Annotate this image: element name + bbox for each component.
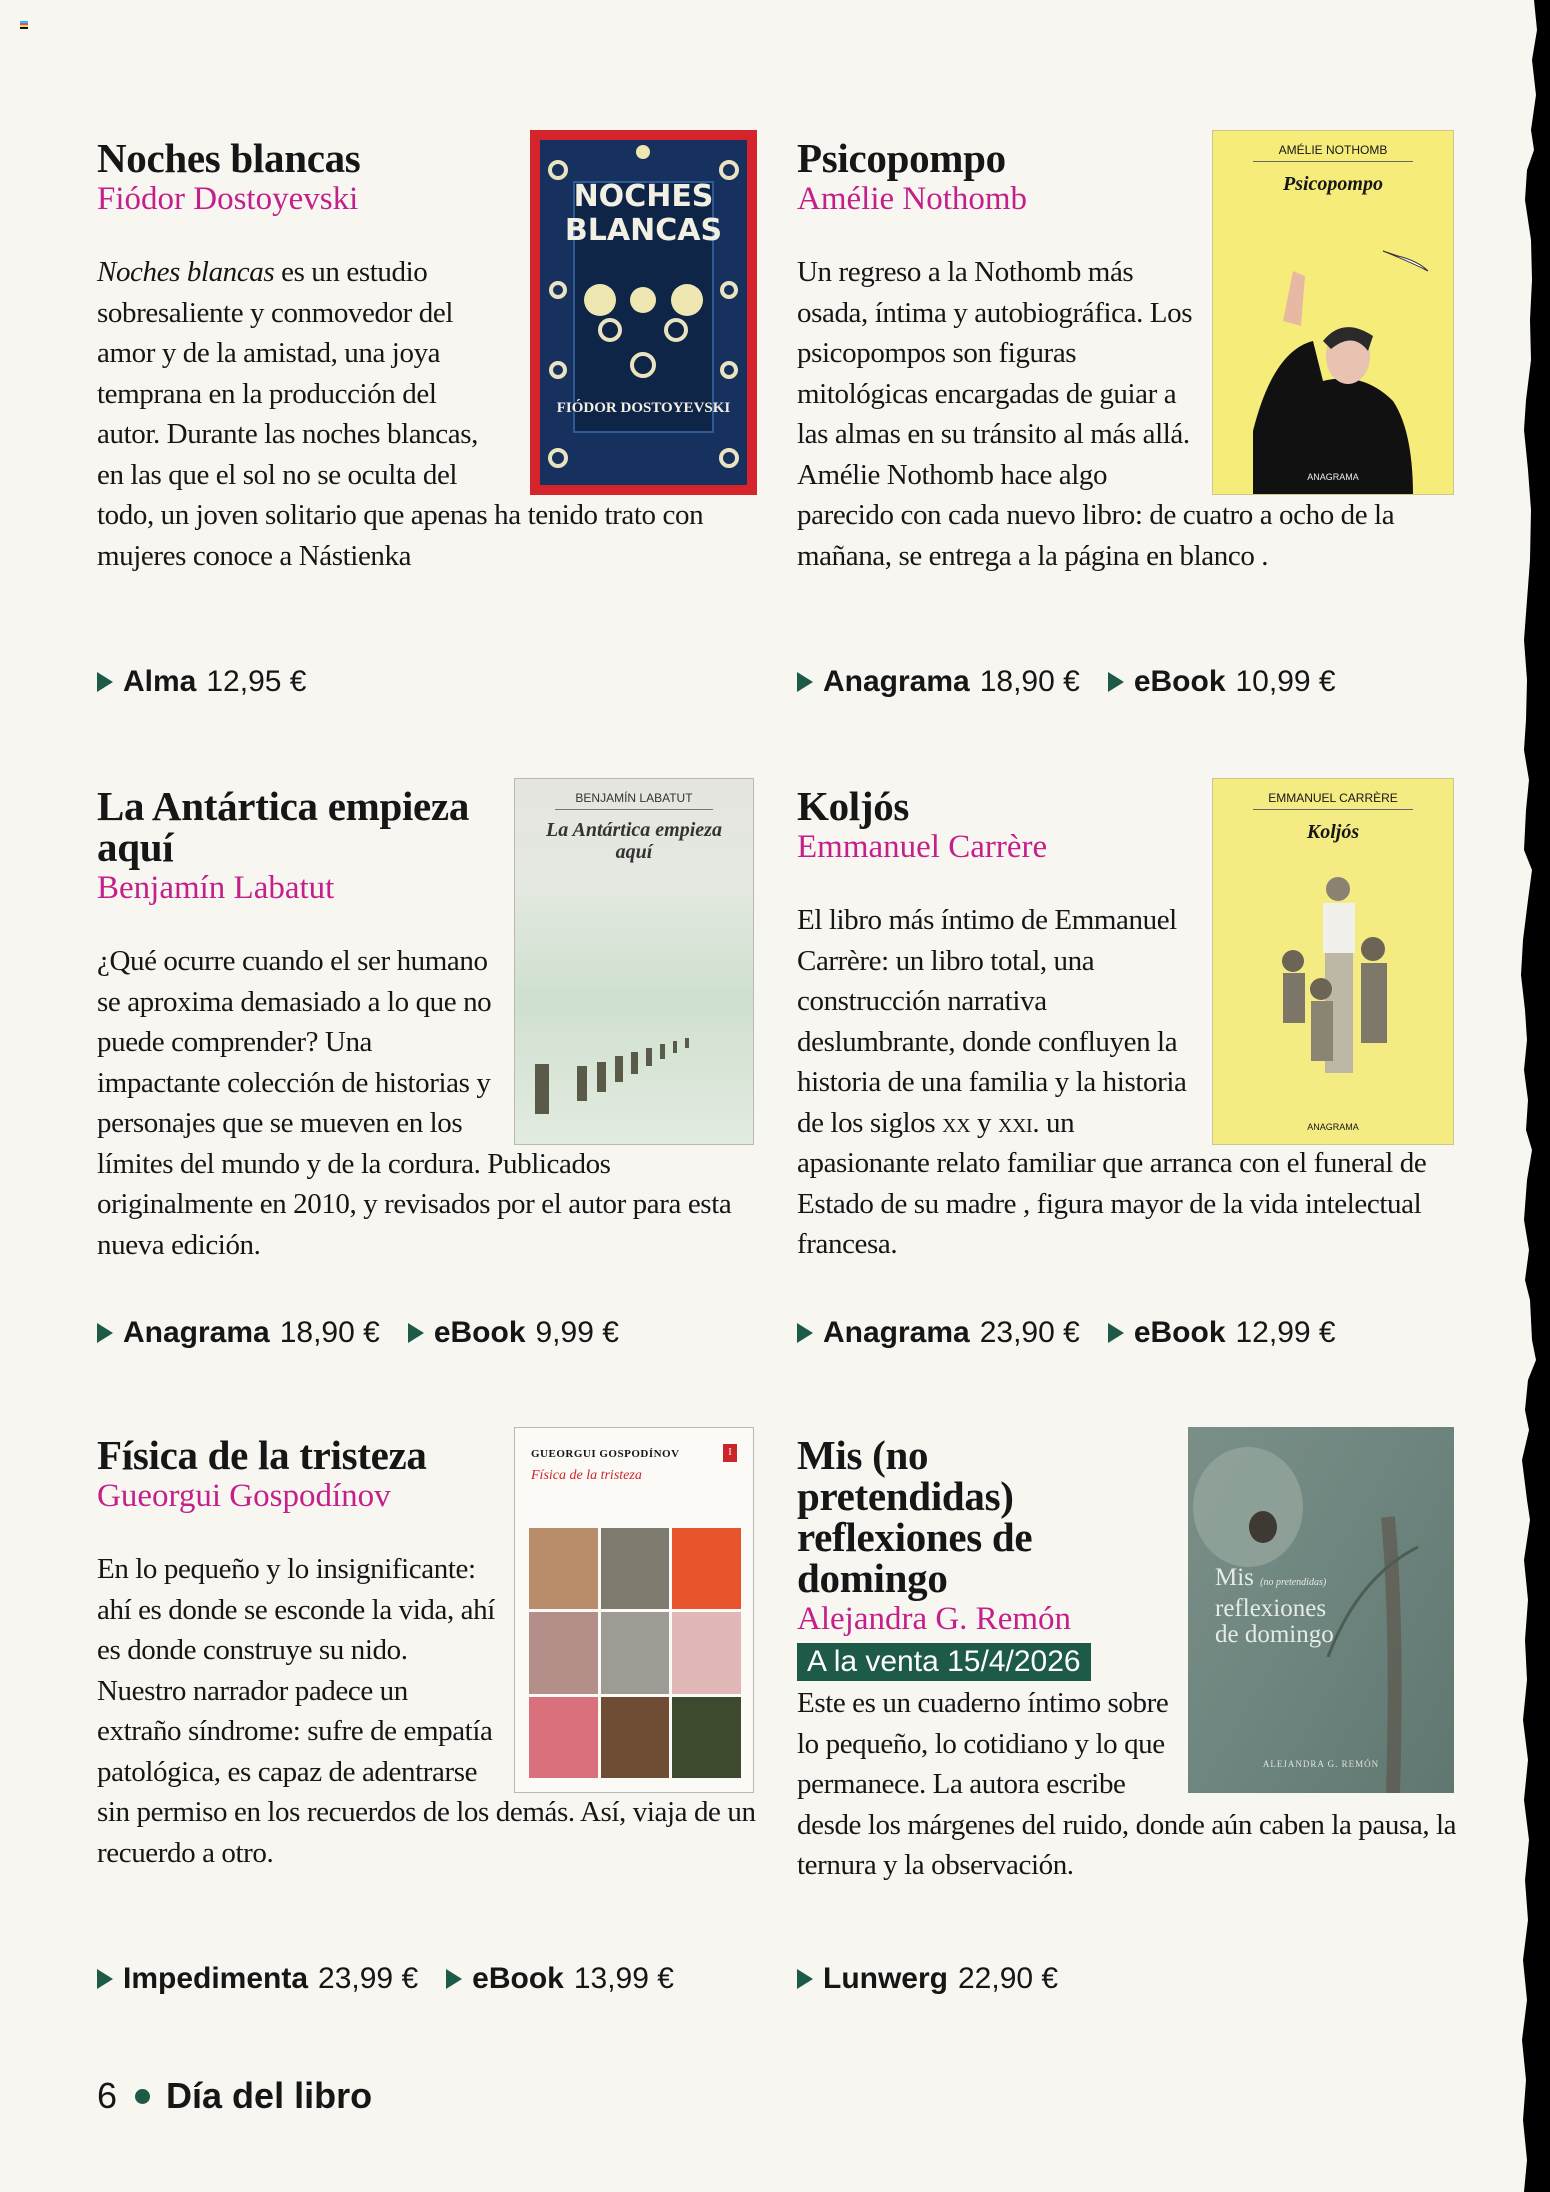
cover-title: Koljós <box>1306 821 1360 843</box>
price-anagrama[interactable]: Anagrama 23,90 € <box>797 1316 1080 1350</box>
price-ebook[interactable]: eBook 13,99 € <box>446 1962 674 1996</box>
book-cover-noches-blancas[interactable] <box>530 130 757 495</box>
triangle-bullet-icon <box>1108 672 1124 692</box>
cover-collage <box>529 1528 741 1778</box>
cover-photo-family <box>1213 869 1454 1109</box>
cover-author: FIÓDOR DOSTOYEVSKI <box>556 400 731 416</box>
book-description: Noches blancas es un estudio sobresaliente y conmovedor del amor y de la amistad, una joya temprana en la producción del autor. Durante las noches blancas, en las que el sol no se oculta del todo, un joven solitario que apenas ha tenido trato con mujeres conoce a Nástienka <box>97 256 704 572</box>
book-card-mis-no-pretendidas <box>797 1427 1457 1995</box>
book-description: Este es un cuaderno íntimo sobre lo pequeño, lo cotidiano y lo que permanece. La autora escribe desde los márgenes del ruido, donde aún caben la pausa, la ternura y la observación. <box>797 1687 1457 1881</box>
book-cover-mis-no-pretendidas[interactable] <box>1188 1427 1454 1793</box>
triangle-bullet-icon <box>1108 1323 1124 1343</box>
book-card-la-antartica <box>97 778 757 1349</box>
triangle-bullet-icon <box>97 672 113 692</box>
book-cover-koljos[interactable] <box>1212 778 1454 1145</box>
book-card-psicopompo <box>797 130 1457 698</box>
price-row <box>797 1316 1336 1350</box>
book-cover-la-antartica[interactable] <box>514 778 754 1145</box>
price-row <box>97 1316 619 1350</box>
bullet-dot-icon <box>135 2089 150 2104</box>
cover-author: BENJAMÍN LABATUT <box>575 791 693 805</box>
print-registration-mark <box>20 21 28 29</box>
book-description: Un regreso a la Nothomb más osada, íntima y autobiográfica. Los psicopompos son figuras mitológicas encargadas de guiar a las almas en su tránsito al más allá. Amélie Nothomb hace algo parecido con cada nuevo libro: de cuatro a ocho de la mañana, se entrega a la página en blanco . <box>797 256 1395 572</box>
book-title: Noches blancas <box>97 135 361 181</box>
on-sale-date-badge: A la venta 15/4/2026 <box>797 1643 1091 1681</box>
book-title: Koljós <box>797 783 910 829</box>
triangle-bullet-icon <box>97 1323 113 1343</box>
page-footer <box>97 2075 372 2117</box>
price-impedimenta[interactable]: Impedimenta 23,99 € <box>97 1962 418 1996</box>
section-name: Día del libro <box>166 2075 373 2116</box>
price-ebook[interactable]: eBook 10,99 € <box>1108 665 1336 699</box>
torn-paper-edge <box>1510 0 1550 2192</box>
book-author[interactable]: Fiódor Dostoyevski <box>97 181 359 217</box>
book-card-fisica-de-la-tristeza <box>97 1427 757 1995</box>
triangle-bullet-icon <box>797 1323 813 1343</box>
cover-publisher: ANAGRAMA <box>1307 472 1359 482</box>
cover-publisher: ANAGRAMA <box>1307 1122 1359 1132</box>
price-lunwerg[interactable]: Lunwerg 22,90 € <box>797 1962 1058 1996</box>
cover-title: Física de la tristeza <box>531 1468 642 1483</box>
book-author[interactable]: Gueorgui Gospodínov <box>97 1478 391 1514</box>
price-row <box>97 665 306 699</box>
publisher-logo: I <box>723 1444 737 1462</box>
book-cover-fisica-de-la-tristeza[interactable] <box>514 1427 754 1793</box>
triangle-bullet-icon <box>797 1969 813 1989</box>
price-row <box>797 665 1336 699</box>
book-description: ¿Qué ocurre cuando el ser humano se aproxima demasiado a lo que no puede comprender? Una impactante colección de historias y personajes que se mueven en los límites del mundo y de la cordura. Publicados originalmente en 2010, y revisados por el autor para esta nueva edición. <box>97 945 732 1261</box>
cover-photo-woman-bird <box>1213 231 1454 495</box>
triangle-bullet-icon <box>797 672 813 692</box>
cover-author: AMÉLIE NOTHOMB <box>1278 143 1388 157</box>
price-ebook[interactable]: eBook 12,99 € <box>1108 1316 1336 1350</box>
book-card-noches-blancas <box>97 130 757 698</box>
price-anagrama[interactable]: Anagrama 18,90 € <box>797 665 1080 699</box>
cover-author: GUEORGUI GOSPODÍNOV <box>531 1448 680 1460</box>
cover-photo-soldiers-snow <box>515 1004 754 1144</box>
book-title: La Antártica empieza aquí <box>97 783 470 870</box>
book-author[interactable]: Benjamín Labatut <box>97 870 335 906</box>
book-cover-psicopompo[interactable] <box>1212 130 1454 495</box>
price-row <box>97 1962 674 1996</box>
book-card-koljos <box>797 778 1457 1349</box>
cover-title: Mis (no pretendidas) reflexiones de domingo <box>1215 1564 1334 1648</box>
book-author[interactable]: Amélie Nothomb <box>797 181 1028 217</box>
triangle-bullet-icon <box>97 1969 113 1989</box>
book-description: En lo pequeño y lo insignificante: ahí es donde se esconde la vida, ahí es donde construye su nido. Nuestro narrador padece un extraño síndrome: sufre de empatía patológica, es capaz de adentrarse sin permiso en los recuerdos de los demás. Así, viaja de un recuerdo a otro. <box>97 1553 756 1869</box>
cover-title: NOCHES BLANCAS <box>564 179 723 248</box>
cover-author: ALEJANDRA G. REMÓN <box>1262 1759 1380 1769</box>
book-title: Mis (no pretendidas) reflexiones de domingo <box>797 1432 1033 1601</box>
book-title: Física de la tristeza <box>97 1432 427 1478</box>
price-ebook[interactable]: eBook 9,99 € <box>408 1316 619 1350</box>
price-row <box>797 1962 1058 1996</box>
book-description: El libro más íntimo de Emmanuel Carrère: un libro total, una construcción narrativa deslumbrante, donde confluyen la historia de una familia y la historia de los siglos xx y xxi. un apasionante relato familiar que arranca con el funeral de Estado de su madre , figura mayor de la vida intelectual francesa. <box>797 904 1427 1260</box>
price-alma[interactable]: Alma 12,95 € <box>97 665 306 699</box>
page-number: 6 <box>97 2075 118 2116</box>
book-author[interactable]: Alejandra G. Remón <box>797 1601 1072 1637</box>
cover-title: La Antártica empieza aquí <box>546 819 722 863</box>
triangle-bullet-icon <box>408 1323 424 1343</box>
cover-title: Psicopompo <box>1283 173 1383 195</box>
price-anagrama[interactable]: Anagrama 18,90 € <box>97 1316 380 1350</box>
triangle-bullet-icon <box>446 1969 462 1989</box>
cover-author: EMMANUEL CARRÈRE <box>1268 791 1398 805</box>
book-author[interactable]: Emmanuel Carrère <box>797 829 1048 865</box>
book-title: Psicopompo <box>797 135 1006 181</box>
